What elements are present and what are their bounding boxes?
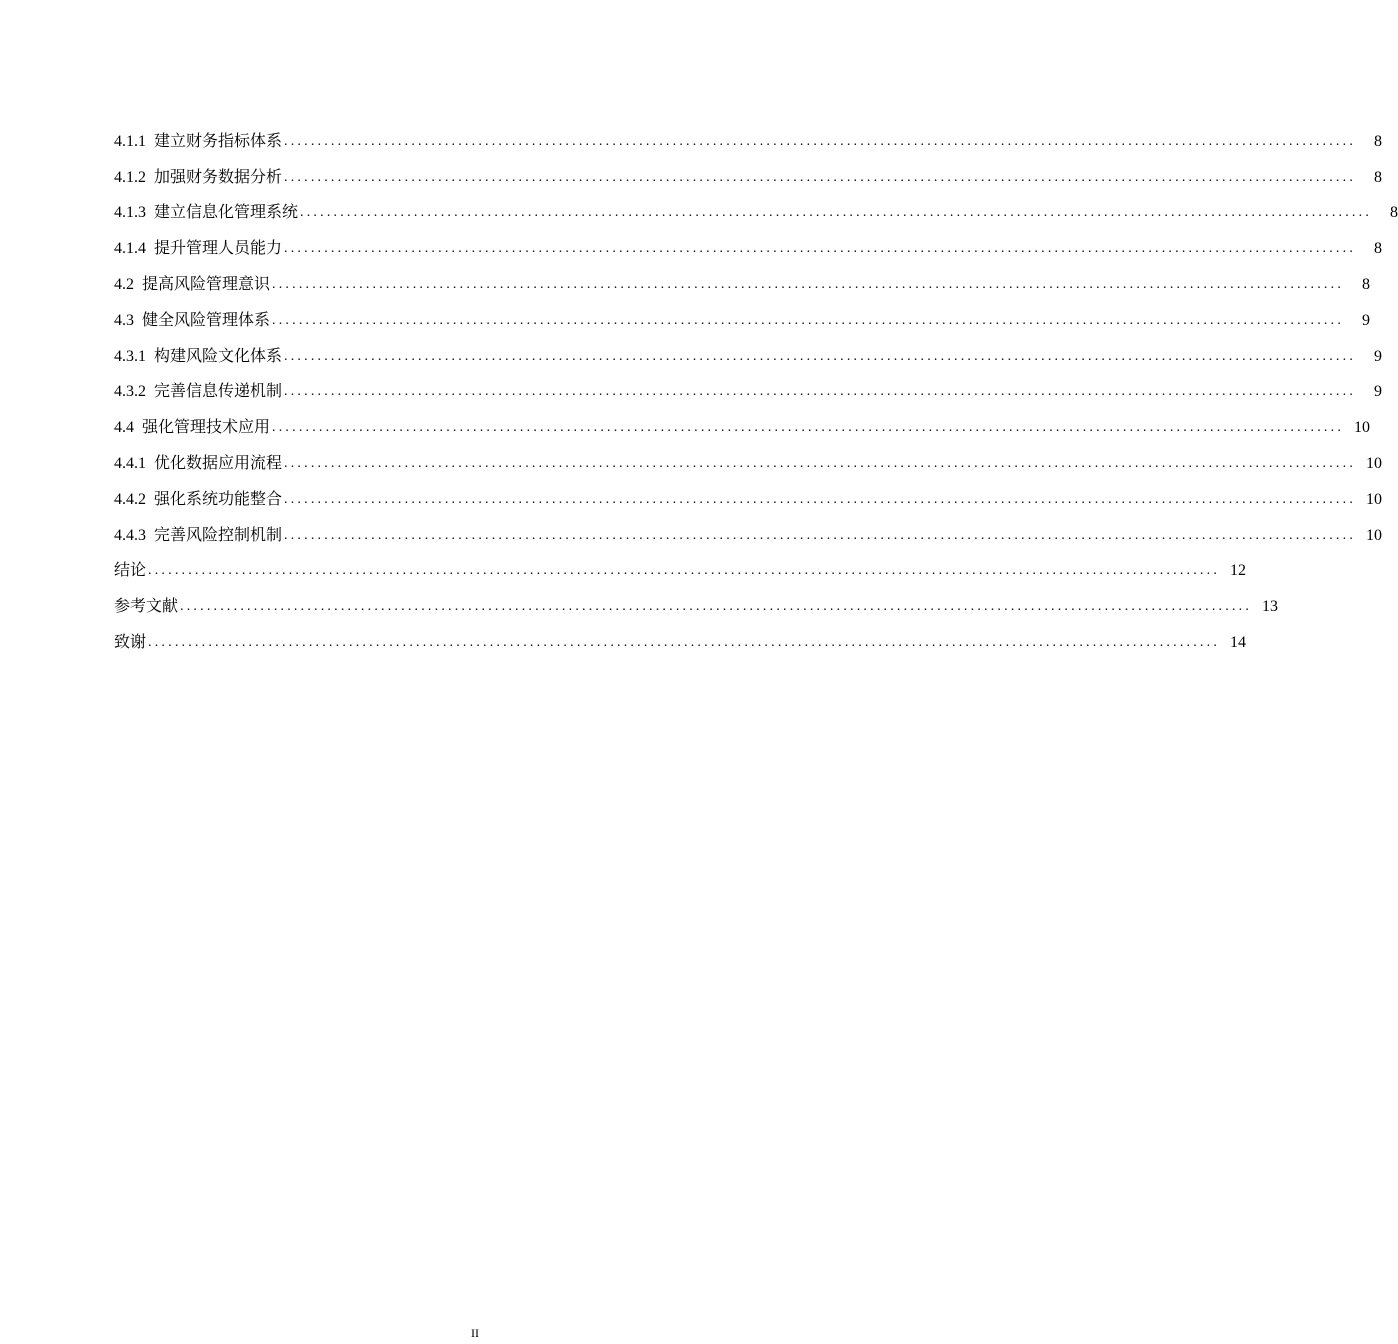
toc-entry-page: 8 [1362,275,1371,293]
toc-entry-number: 4.3 [114,311,134,329]
toc-entry-page: 8 [1374,168,1383,186]
toc-entry-page: 10 [1366,526,1383,544]
toc-entry-number: 4.3.2 [114,383,146,401]
toc-entry[interactable] [114,119,1383,155]
toc-entry-title: 强化系统功能整合 [154,490,283,508]
toc-entry-number: 4.1.2 [114,168,146,186]
page-number: II [471,1326,479,1340]
dot-leader: ................................................................................................................................................................ [284,241,1357,257]
dot-leader: ................................................................................................................................................................ [300,205,1373,221]
toc-entry[interactable] [114,334,1383,370]
toc-entry-page: 9 [1374,347,1383,365]
dot-leader: ................................................................................................................................................................ [272,312,1345,328]
toc-entry-page: 13 [1262,598,1279,616]
dot-leader: ................................................................................................................................................................ [284,169,1357,185]
toc-entry-page: 10 [1354,419,1371,437]
toc-entry[interactable] [114,298,1371,334]
toc-entry-title: 构建风险文化体系 [154,347,283,365]
toc-entry-page: 10 [1366,490,1383,508]
toc-entry-title: 加强财务数据分析 [154,168,283,186]
toc-entry[interactable] [114,405,1371,441]
toc-entry[interactable] [114,513,1383,549]
toc-entry-page: 12 [1230,562,1247,580]
toc-entry-number: 4.4.1 [114,454,146,472]
toc-entry[interactable] [114,441,1383,477]
toc-entry-number: 4.1.1 [114,132,146,150]
toc-entry-page: 8 [1374,132,1383,150]
toc-entry[interactable] [114,370,1383,406]
toc-entry-title: 结论 [114,562,147,580]
dot-leader: ................................................................................................................................................................ [284,491,1357,507]
toc-entry[interactable] [114,584,1279,620]
toc-entry[interactable] [114,226,1383,262]
toc-entry-title: 提升管理人员能力 [154,240,283,258]
toc-entry-page: 9 [1374,383,1383,401]
table-of-contents [114,119,1398,656]
toc-entry-title: 健全风险管理体系 [142,311,271,329]
toc-entry[interactable] [114,155,1383,191]
toc-entry[interactable] [114,262,1371,298]
toc-entry-number: 4.3.1 [114,347,146,365]
toc-entry-number: 4.4.3 [114,526,146,544]
toc-entry-page: 8 [1374,240,1383,258]
toc-entry-title: 强化管理技术应用 [142,419,271,437]
dot-leader: ................................................................................................................................................................ [180,599,1253,615]
toc-entry-title: 参考文献 [114,598,179,616]
toc-entry-title: 优化数据应用流程 [154,454,283,472]
toc-entry-page: 9 [1362,311,1371,329]
toc-entry-title: 完善风险控制机制 [154,526,283,544]
toc-entry-number: 4.1.4 [114,240,146,258]
toc-entry-title: 建立财务指标体系 [154,132,283,150]
toc-entry-title: 完善信息传递机制 [154,383,283,401]
toc-entry-page: 14 [1230,633,1247,651]
dot-leader: ................................................................................................................................................................ [272,420,1345,436]
dot-leader: ................................................................................................................................................................ [284,455,1357,471]
dot-leader: ................................................................................................................................................................ [284,384,1357,400]
toc-entry[interactable] [114,549,1247,585]
dot-leader: ................................................................................................................................................................ [284,133,1357,149]
toc-entry-title: 提高风险管理意识 [142,275,271,293]
toc-entry[interactable] [114,477,1383,513]
dot-leader: ................................................................................................................................................................ [272,276,1345,292]
toc-entry-number: 4.2 [114,275,134,293]
toc-entry-number: 4.4 [114,419,134,437]
toc-entry[interactable] [114,620,1247,656]
toc-entry[interactable] [114,191,1398,227]
dot-leader: ................................................................................................................................................................ [148,563,1221,579]
dot-leader: ................................................................................................................................................................ [284,527,1357,543]
toc-entry-title: 致谢 [114,633,147,651]
toc-entry-page: 8 [1390,204,1398,222]
dot-leader: ................................................................................................................................................................ [284,348,1357,364]
toc-entry-page: 10 [1366,454,1383,472]
dot-leader: ................................................................................................................................................................ [148,634,1221,650]
toc-entry-title: 建立信息化管理系统 [154,204,299,222]
toc-entry-number: 4.4.2 [114,490,146,508]
toc-entry-number: 4.1.3 [114,204,146,222]
